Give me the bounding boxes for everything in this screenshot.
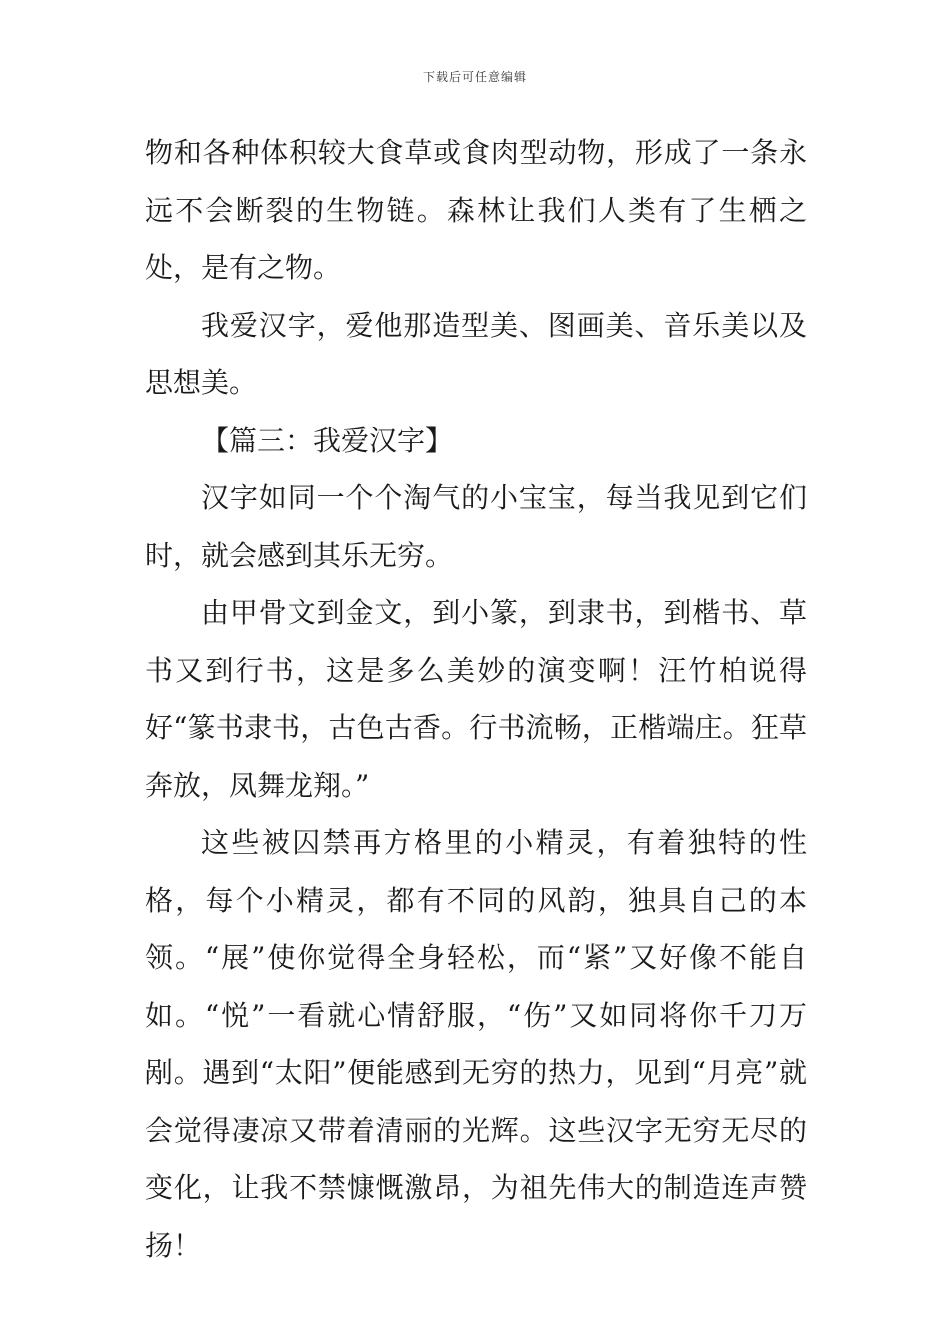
- section-heading: 【篇三：我爱汉字】: [201, 423, 454, 457]
- paragraph-continuation: 物和各种体积较大食草或食肉型动物，形成了一条永远不会断裂的生物链。森林让我们人类有了生栖之处，是有之物。: [145, 136, 807, 284]
- page-header: 下载后可任意编辑: [422, 70, 527, 84]
- paragraph-intro: 汉字如同一个个淘气的小宝宝，每当我见到它们时，就会感到其乐无穷。: [145, 481, 807, 572]
- paragraph-evolution: 由甲骨文到金文，到小篆，到隶书，到楷书、草书又到行书，这是多么美妙的演变啊！汪竹柏说得好“篆书隶书，古色古香。行书流畅，正楷端庄。狂草奔放，凤舞龙翔。”: [145, 596, 807, 802]
- paragraph-characters: 这些被囚禁再方格里的小精灵，有着独特的性格，每个小精灵，都有不同的风韵，独具自己的本领。“展”使你觉得全身轻松，而“紧”又好像不能自如。“悦”一看就心情舒服，“伤”又如同将你千刀万剐。遇到“太阳”便能感到无穷的热力，见到“月亮”就会觉得凄凉又带着清丽的光辉。这些汉字无穷无尽的变化，让我不禁慷慨激昂，为祖先伟大的制造连声赞扬！: [145, 826, 807, 1262]
- document-body: [145, 124, 807, 1274]
- paragraph-love-hanzi: 我爱汉字，爱他那造型美、图画美、音乐美以及思想美。: [145, 308, 807, 399]
